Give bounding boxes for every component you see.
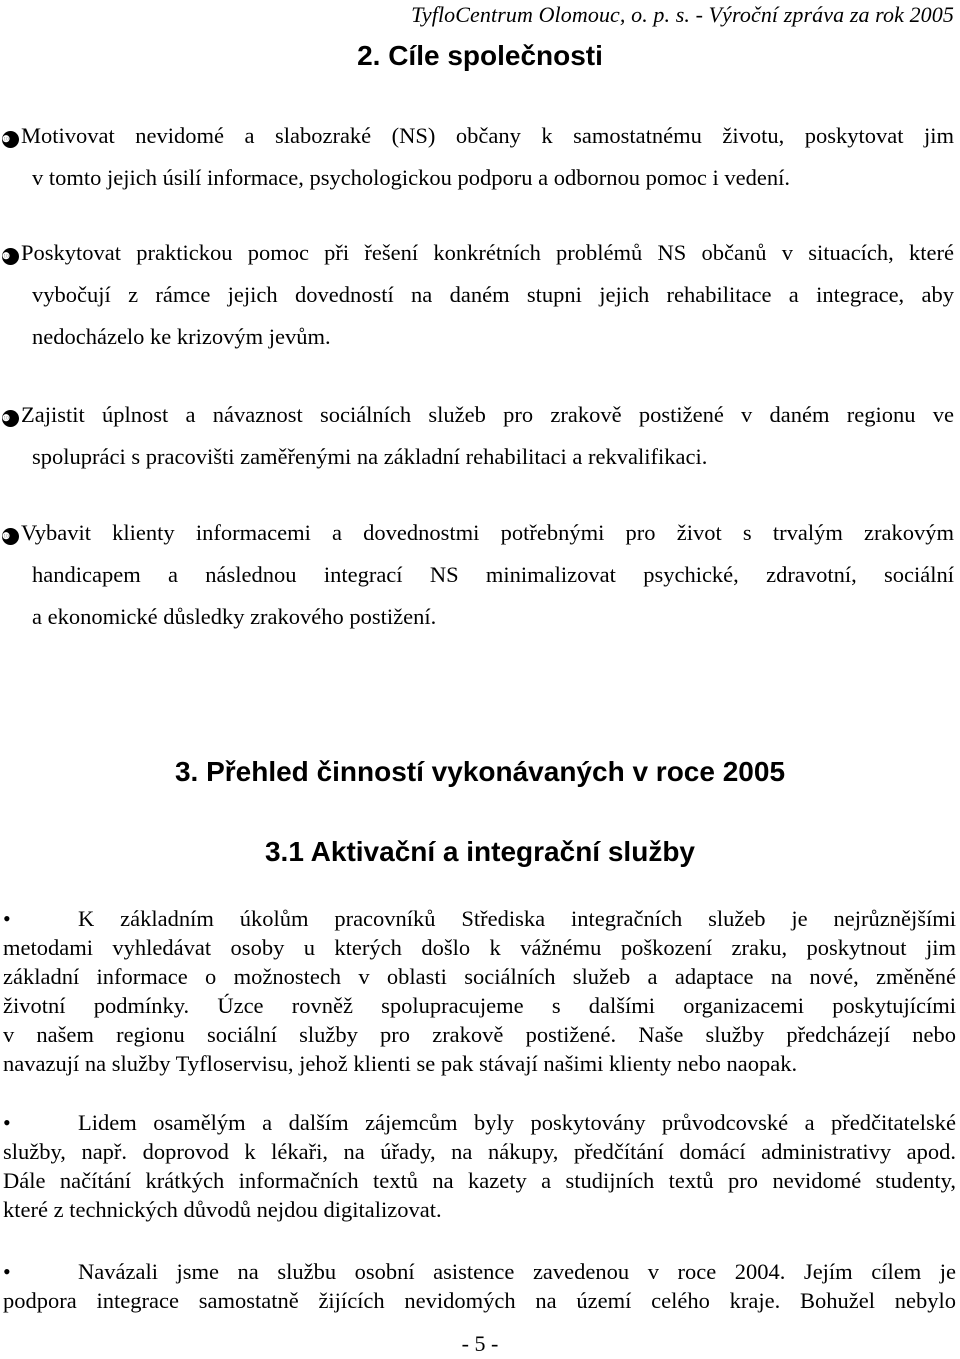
bullet-icon: • xyxy=(3,1259,11,1284)
bullet-icon: ❿ xyxy=(2,248,19,265)
page-number: - 5 - xyxy=(461,1331,499,1356)
bullet-icon: ❿ xyxy=(2,131,19,148)
paragraph-line: navazují na služby Tyfloservisu, jehož klienti se pak stávají našimi klienty nebo naopak. xyxy=(3,1051,798,1076)
goal-line: spolupráci s pracovišti zaměřenými na základní rehabilitaci a rekvalifikaci. xyxy=(32,444,708,469)
bullet-icon: ❿ xyxy=(2,410,19,427)
goal-line: vybočují z rámce jejich dovedností na daném stupni jejich rehabilitace a integrace, aby xyxy=(32,282,954,307)
paragraph-line: životní podmínky. Úzce rovněž spolupracujeme s dalšími organizacemi poskytujícími xyxy=(3,993,956,1018)
bullet-icon: • xyxy=(3,906,11,931)
paragraph-line: základní informace o možnostech v oblasti sociálních služeb a adaptace na nové, změněné xyxy=(3,964,956,989)
paragraph-line: podpora integrace samostatně žijících nevidomých na území celého kraje. Bohužel nebylo xyxy=(3,1288,956,1313)
goal-line: handicapem a následnou integrací NS minimalizovat psychické, zdravotní, sociální xyxy=(32,562,954,587)
goal-item xyxy=(2,232,954,358)
paragraph xyxy=(3,1108,956,1224)
paragraph xyxy=(3,1257,956,1315)
paragraph-line: Lidem osamělým a dalším zájemcům byly poskytovány průvodcovské a předčitatelské xyxy=(78,1110,956,1135)
goal-item xyxy=(2,512,954,638)
goal-line: ❿ Zajistit úplnost a návaznost sociálních služeb pro zrakově postižené v daném regionu ve xyxy=(2,402,954,427)
paragraph-line: Dále načítání krátkých informačních textů na kazety a studijních textů pro nevidomé studenty, xyxy=(3,1168,956,1193)
paragraph-line: Navázali jsme na službu osobní asistence zavedenou v roce 2004. Jejím cílem je xyxy=(78,1259,956,1284)
section-heading-activities: 3. Přehled činností vykonávaných v roce 2005 xyxy=(174,756,786,787)
bullet-icon: ❿ xyxy=(2,528,19,545)
paragraph-line: K základním úkolům pracovníků Střediska integračních služeb je nejrůznějšími xyxy=(78,906,956,931)
goal-line: a ekonomické důsledky zrakového postižení. xyxy=(32,604,437,629)
goal-line: ❿ Poskytovat praktickou pomoc při řešení konkrétních problémů NS občanů v situacích, které xyxy=(2,240,954,265)
goal-line: v tomto jejich úsilí informace, psychologickou podporu a odbornou pomoc i vedení. xyxy=(32,165,790,190)
bullet-icon: • xyxy=(3,1110,11,1135)
subsection-heading: 3.1 Aktivační a integrační služby xyxy=(264,836,695,867)
goal-item xyxy=(2,115,954,199)
paragraph-line: metodami vyhledávat osoby u kterých došlo k vážnému poškození zraku, poskytnout jim xyxy=(3,935,956,960)
paragraph-line: služby, např. doprovod k lékaři, na úřady, na nákupy, předčítání domácí administrativy apod. xyxy=(3,1139,956,1164)
goal-item xyxy=(2,394,954,478)
paragraph-line: v našem regionu sociální služby pro zrakově postižené. Naše služby předcházejí nebo xyxy=(3,1022,956,1047)
paragraph-line: které z technických důvodů nejdou digitalizovat. xyxy=(3,1197,442,1222)
section-heading-goals: 2. Cíle společnosti xyxy=(357,40,603,71)
paragraph xyxy=(3,904,956,1078)
goal-line: nedocházelo ke krizovým jevům. xyxy=(32,324,331,349)
goal-line: ❿ Motivovat nevidomé a slabozraké (NS) občany k samostatnému životu, poskytovat jim xyxy=(2,123,954,148)
goal-line: ❿ Vybavit klienty informacemi a dovednostmi potřebnými pro život s trvalým zrakovým xyxy=(2,520,954,545)
running-header: TyfloCentrum Olomouc, o. p. s. - Výroční zpráva za rok 2005 xyxy=(411,2,954,27)
